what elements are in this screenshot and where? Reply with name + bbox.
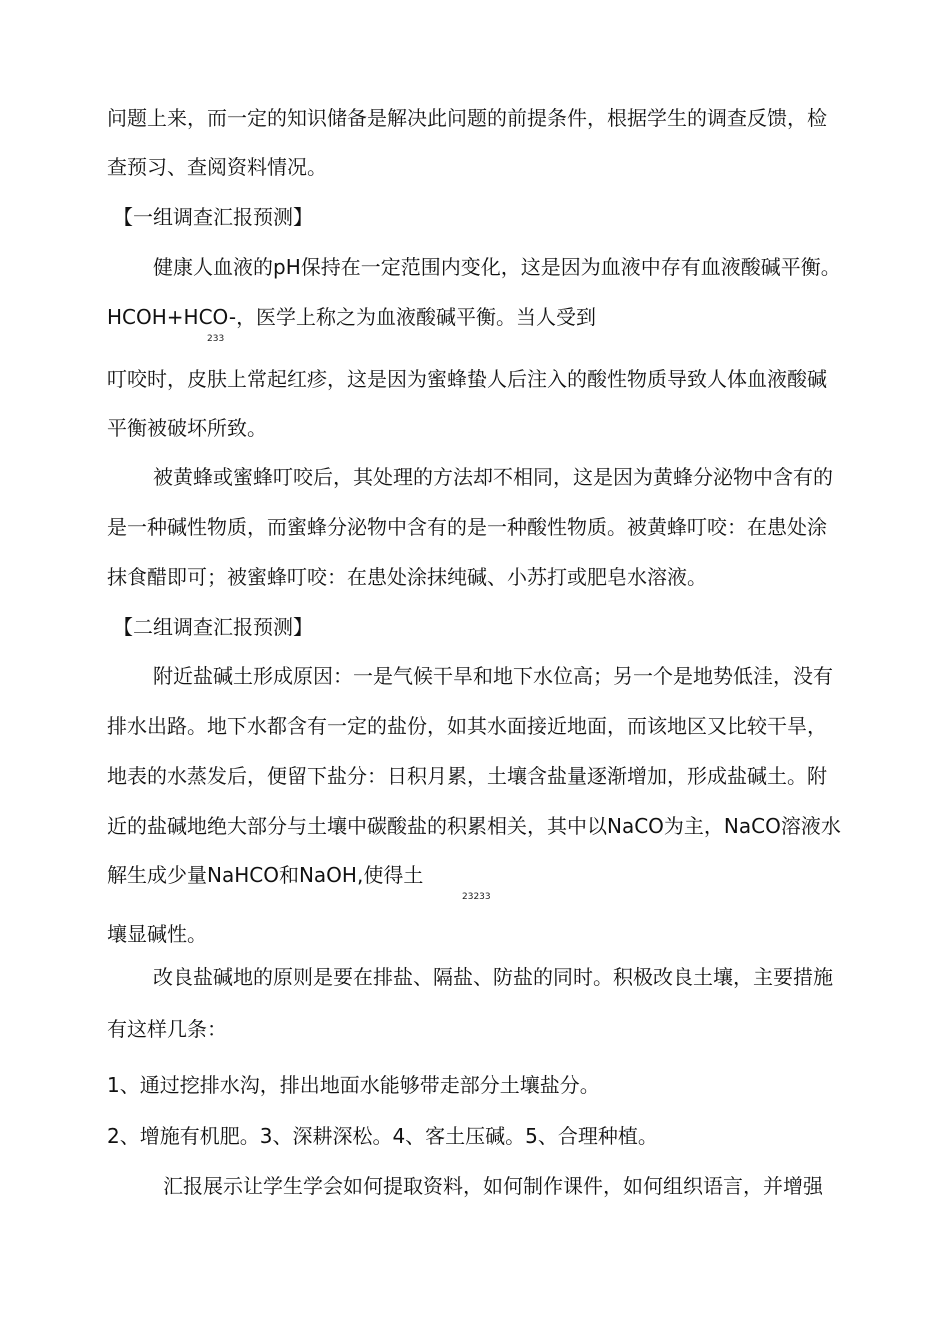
paragraph-line: 改良盐碱地的原则是要在排盐、隔盐、防盐的同时。积极改良土壤，主要措施	[153, 965, 833, 989]
paragraph-line: 近的盐碱地绝大部分与土壤中碳酸盐的积累相关，其中以NaCO为主，NaCO溶液水	[107, 814, 841, 838]
paragraph-line: 被黄蜂或蜜蜂叮咬后，其处理的方法却不相同，这是因为黄蜂分泌物中含有的	[153, 465, 833, 489]
paragraph-line: 健康人血液的pH保持在一定范围内变化，这是因为血液中存有血液酸碱平衡。	[153, 255, 841, 279]
paragraph-line: 附近盐碱土形成原因：一是气候干旱和地下水位高；另一个是地势低洼，没有	[153, 664, 833, 688]
subscript-digits: 233	[207, 334, 225, 344]
section-heading-group-two: 【二组调查汇报预测】	[113, 615, 313, 639]
paragraph-line: 抹食醋即可；被蜜蜂叮咬：在患处涂抹纯碱、小苏打或肥皂水溶液。	[107, 565, 707, 589]
paragraph-line: 地表的水蒸发后，便留下盐分：日积月累，土壤含盐量逐渐增加，形成盐碱土。附	[107, 764, 827, 788]
section-heading-group-one: 【一组调查汇报预测】	[113, 205, 313, 229]
paragraph-line: 排水出路。地下水都含有一定的盐份，如其水面接近地面，而该地区又比较干旱，	[107, 714, 827, 738]
paragraph-line: 平衡被破坏所致。	[107, 416, 267, 440]
paragraph-line: 是一种碱性物质，而蜜蜂分泌物中含有的是一种酸性物质。被黄蜂叮咬：在患处涂	[107, 515, 827, 539]
subscript-digits: 23233	[462, 892, 491, 902]
paragraph-line: 解生成少量NaHCO和NaOH,使得土	[107, 863, 424, 887]
list-item: 2、增施有机肥。3、深耕深松。4、客土压碱。5、合理种植。	[107, 1124, 658, 1148]
paragraph-line: 壤显碱性。	[107, 922, 207, 946]
paragraph-line: 问题上来，而一定的知识储备是解决此问题的前提条件，根据学生的调查反馈，检	[107, 106, 827, 130]
list-item: 1、通过挖排水沟，排出地面水能够带走部分土壤盐分。	[107, 1073, 600, 1097]
paragraph-line: 汇报展示让学生学会如何提取资料，如何制作课件，如何组织语言，并增强	[163, 1174, 823, 1198]
paragraph-line: 叮咬时，皮肤上常起红疹，这是因为蜜蜂蛰人后注入的酸性物质导致人体血液酸碱	[107, 367, 827, 391]
paragraph-line: 有这样几条：	[107, 1017, 227, 1041]
paragraph-line: HCOH+HCO-，医学上称之为血液酸碱平衡。当人受到	[107, 305, 597, 329]
paragraph-line: 查预习、查阅资料情况。	[107, 155, 327, 179]
